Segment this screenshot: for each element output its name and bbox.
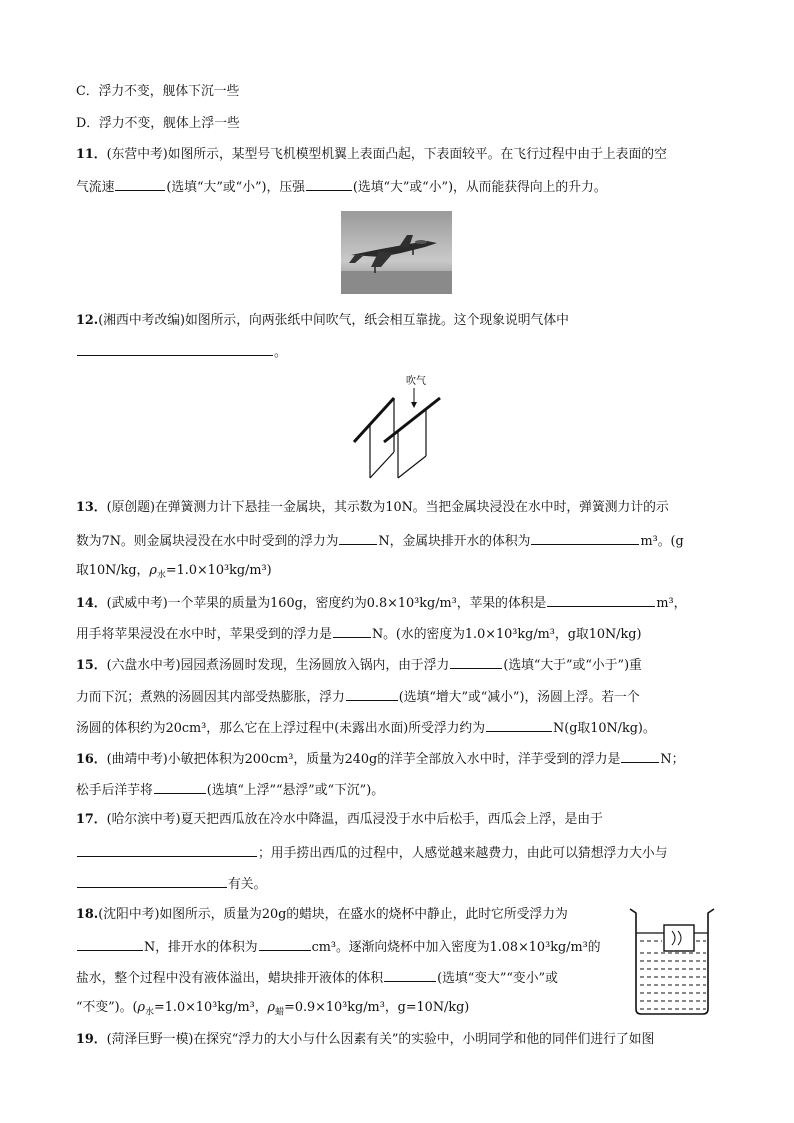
q14-line1 [76, 592, 686, 614]
q17-number: 17． [76, 812, 107, 827]
answer-blank[interactable] [450, 654, 502, 669]
q13-text-e: =1.0×10³kg/m³) [165, 563, 272, 578]
answer-blank[interactable] [339, 530, 377, 545]
q12-text-end: 。 [274, 345, 287, 360]
q14-number: 14． [76, 596, 107, 611]
q17-text-a: (哈尔滨中考)夏天把西瓜放在冷水中降温，西瓜浸没于水中后松手，西瓜会上浮，是由于 [106, 812, 603, 827]
q13-line3 [76, 561, 272, 586]
q16-text-b: N； [660, 752, 685, 767]
q10-option-d: D．浮力不变，舰体上浮一些 [76, 116, 240, 131]
q19-line1 [76, 1030, 654, 1050]
beaker-figure [626, 905, 718, 1017]
answer-blank[interactable] [77, 341, 273, 356]
q16-text-c: 松手后洋芋将 [76, 783, 153, 798]
q13-text-c: m³。(g [640, 534, 684, 549]
answer-blank[interactable] [77, 936, 143, 951]
q18-text-e: (选填“变大”“变小”或 [437, 971, 558, 986]
q18-line4 [76, 998, 469, 1023]
q16-number: 16． [76, 752, 107, 767]
q15-text-a: (六盘水中考)园园煮汤圆时发现，生汤圆放入锅内，由于浮力 [106, 658, 450, 673]
q12-text: (湘西中考改编)如图所示，向两张纸中间吹气，纸会相互靠拢。这个现象说明气体中 [98, 313, 569, 328]
answer-blank[interactable] [333, 623, 371, 638]
q18-text-d: 盐水，整个过程中没有液体溢出，蜡块排开液体的体积 [76, 971, 384, 986]
rho-symbol: ρ [149, 563, 157, 578]
q19-number: 19． [76, 1032, 107, 1047]
q15-line2 [76, 686, 640, 708]
rho-symbol: ρ [137, 1000, 145, 1015]
q18-text-g: =1.0×10³kg/m³， [154, 1000, 268, 1015]
q18-text-c: cm³。逐渐向烧杯中加入密度为1.08×10³kg/m³的 [311, 940, 601, 955]
q17-line1 [76, 810, 603, 830]
q15-line3 [76, 717, 656, 739]
q11-text-b: (选填“大”或“小”)，压强 [166, 180, 305, 195]
q17-line2 [76, 842, 668, 864]
q11-line2 [76, 176, 607, 198]
q13-text-a: 数为7N。则金属块浸没在水中时受到的浮力为 [76, 534, 339, 549]
q15-text-f: N(g取10N/kg)。 [553, 721, 656, 736]
q17-text-c: 有关。 [228, 877, 267, 892]
answer-blank[interactable] [115, 176, 165, 191]
q10-option-c: C．浮力不变，舰体下沉一些 [76, 84, 240, 99]
answer-blank[interactable] [384, 967, 436, 982]
q11-number: 11． [76, 147, 107, 162]
water-subscript: 水 [145, 1007, 155, 1018]
q15-text-e: 汤圆的体积约为20cm³，那么它在上浮过程中(未露出水面)所受浮力约为 [76, 721, 486, 736]
wax-subscript: 蜡 [275, 1007, 285, 1018]
q12-number: 12. [76, 313, 99, 328]
answer-blank[interactable] [486, 717, 552, 732]
q18-line3 [76, 967, 558, 989]
q14-text-b: m³， [656, 596, 687, 611]
q18-text-b: N，排开水的体积为 [144, 940, 258, 955]
airplane-photo [341, 211, 452, 294]
q15-text-b: (选填“大于”或“小于”)重 [503, 658, 642, 673]
answer-blank[interactable] [346, 686, 398, 701]
answer-blank[interactable] [77, 842, 257, 857]
q11-line1 [76, 145, 667, 165]
rho-symbol: ρ [267, 1000, 276, 1015]
q14-text-a: (武威中考)一个苹果的质量为160g，密度约为0.8×10³kg/m³，苹果的体积是 [106, 596, 547, 611]
q11-text-a: 气流速 [76, 180, 115, 195]
q15-text-c: 力而下沉；煮熟的汤圆因其内部受热膨胀，浮力 [76, 690, 345, 705]
q14-text-d: N。(水的密度为1.0×10³kg/m³，g取10N/kg) [371, 627, 642, 642]
water-subscript: 水 [156, 570, 166, 581]
q17-line3 [76, 873, 266, 895]
q18-text-f: “不变”)。( [76, 1000, 138, 1015]
q18-text-a: (沈阳中考)如图所示，质量为20g的蜡块，在盛水的烧杯中静止，此时它所受浮力为 [98, 907, 568, 922]
q15-text-d: (选填“增大”或“减小”)，汤圆上浮。若一个 [398, 690, 640, 705]
q16-text-a: (曲靖中考)小敏把体积为200cm³，质量为240g的洋芋全部放入水中时，洋芋受到的浮力是 [106, 752, 621, 767]
q17-text-b: ；用手捞出西瓜的过程中，人感觉越来越费力，由此可以猜想浮力大小与 [258, 846, 668, 861]
q15-line1 [76, 654, 642, 676]
q14-line2 [76, 623, 641, 645]
q11-text-c: (选填“大”或“小”)，从而能获得向上的升力。 [352, 180, 607, 195]
answer-blank[interactable] [547, 592, 655, 607]
paper-blowing-figure [350, 372, 445, 480]
q16-text-d: (选填“上浮”“悬浮”或“下沉”)。 [206, 783, 384, 798]
q12-line1 [76, 311, 569, 331]
q13-text-b: N，金属块排开水的体积为 [378, 534, 531, 549]
q18-text-h: =0.9×10³kg/m³，g=10N/kg) [284, 1000, 470, 1015]
q15-number: 15． [76, 658, 107, 673]
q16-line2 [76, 779, 384, 801]
answer-blank[interactable] [154, 779, 206, 794]
q18-line2 [76, 936, 601, 958]
q13-text: (原创题)在弹簧测力计下悬挂一金属块，其示数为10N。当把金属块浸没在水中时，弹簧测力计的示 [106, 500, 669, 515]
answer-blank[interactable] [259, 936, 311, 951]
q16-line1 [76, 748, 684, 770]
q13-line2 [76, 530, 684, 552]
q12-line2 [76, 341, 287, 363]
q14-text-c: 用手将苹果浸没在水中时，苹果受到的浮力是 [76, 627, 332, 642]
answer-blank[interactable] [621, 748, 659, 763]
q19-text: (菏泽巨野一模)在探究“浮力的大小与什么因素有关”的实验中，小明同学和他的同伴们进行了如图 [106, 1032, 655, 1047]
blow-label: 吹气 [406, 376, 426, 387]
q11-text: (东营中考)如图所示，某型号飞机模型机翼上表面凸起，下表面较平。在飞行过程中由于上表面的空 [106, 147, 667, 162]
answer-blank[interactable] [306, 176, 352, 191]
answer-blank[interactable] [77, 873, 227, 888]
q13-line1 [76, 498, 669, 518]
answer-blank[interactable] [531, 530, 639, 545]
q13-number: 13． [76, 500, 107, 515]
q18-number: 18. [76, 907, 99, 922]
q18-line1 [76, 905, 568, 925]
q13-text-d: 取10N/kg， [76, 563, 150, 578]
